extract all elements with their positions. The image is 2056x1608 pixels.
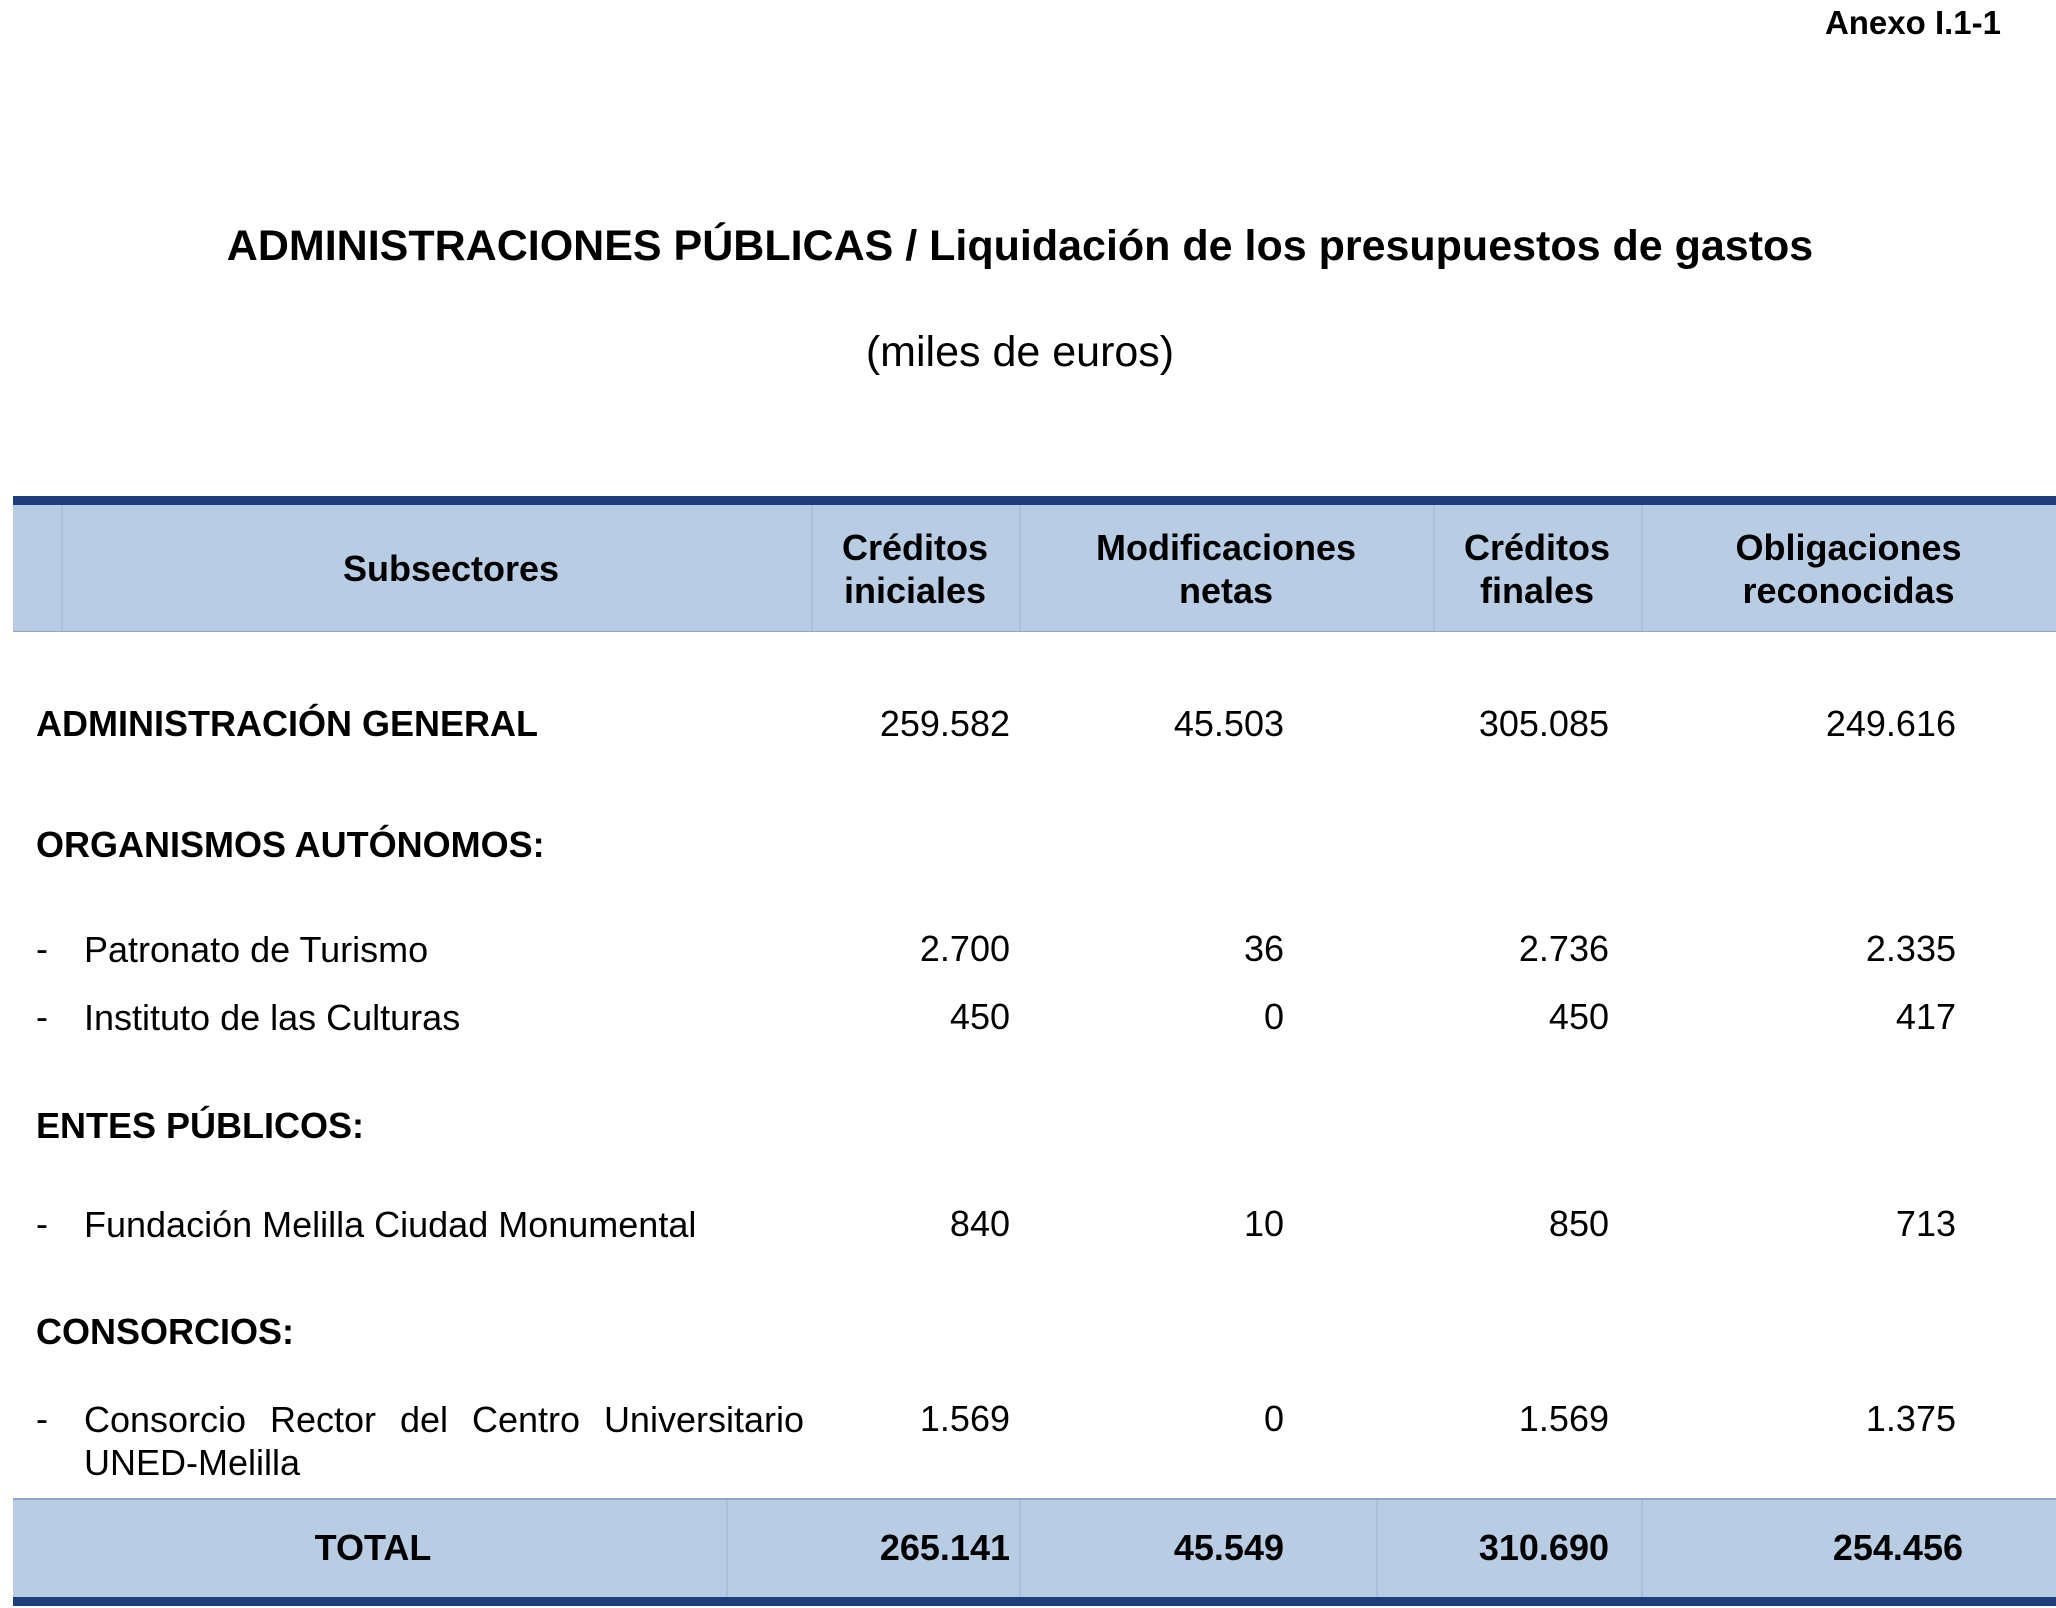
creditos-finales-value: 450 bbox=[1548, 996, 1609, 1037]
modificaciones-netas-value: 36 bbox=[1243, 928, 1284, 969]
header-subsectores: Subsectores bbox=[342, 548, 560, 589]
creditos-finales-value: 2.736 bbox=[1518, 928, 1609, 969]
budget-table bbox=[13, 496, 2056, 1606]
section-label: ORGANISMOS AUTÓNOMOS: bbox=[36, 824, 545, 865]
bullet-dash: - bbox=[36, 1203, 48, 1244]
row-label: ADMINISTRACIÓN GENERAL bbox=[36, 703, 538, 744]
page-subtitle: (miles de euros) bbox=[865, 328, 1175, 376]
total-obligaciones-reconocidas: 254.456 bbox=[1832, 1527, 1963, 1568]
row-label: Instituto de las Culturas bbox=[84, 997, 461, 1038]
table-total-row bbox=[13, 1498, 2056, 1606]
modificaciones-netas-value: 45.503 bbox=[1173, 703, 1284, 744]
creditos-iniciales-value: 2.700 bbox=[919, 928, 1010, 969]
obligaciones-reconocidas-value: 2.335 bbox=[1865, 928, 1956, 969]
obligaciones-reconocidas-value: 249.616 bbox=[1825, 703, 1956, 744]
header-creditos-iniciales: Créditos iniciales bbox=[841, 526, 989, 611]
bullet-dash: - bbox=[36, 1398, 48, 1439]
total-label: TOTAL bbox=[314, 1527, 432, 1568]
page-title: ADMINISTRACIONES PÚBLICAS / Liquidación de los presupuestos de gastos bbox=[226, 222, 1814, 270]
creditos-finales-value: 850 bbox=[1548, 1203, 1609, 1244]
modificaciones-netas-value: 10 bbox=[1243, 1203, 1284, 1244]
row-label: Patronato de Turismo bbox=[84, 929, 429, 970]
row-label: Fundación Melilla Ciudad Monumental bbox=[84, 1204, 697, 1245]
total-modificaciones-netas: 45.549 bbox=[1173, 1527, 1284, 1568]
creditos-finales-value: 305.085 bbox=[1478, 703, 1609, 744]
row-label-line-1: Consorcio Rector del Centro Universitario bbox=[84, 1399, 804, 1440]
modificaciones-netas-value: 0 bbox=[1263, 996, 1284, 1037]
obligaciones-reconocidas-value: 1.375 bbox=[1865, 1398, 1956, 1439]
bullet-dash: - bbox=[36, 996, 48, 1037]
row-label-line-2: UNED-Melilla bbox=[84, 1442, 301, 1483]
row-label bbox=[84, 1398, 804, 1484]
annex-number: Anexo I.1-1 bbox=[1824, 4, 2001, 41]
total-creditos-iniciales: 265.141 bbox=[879, 1527, 1010, 1568]
section-label: ENTES PÚBLICOS: bbox=[36, 1105, 365, 1146]
creditos-iniciales-value: 1.569 bbox=[919, 1398, 1010, 1439]
obligaciones-reconocidas-value: 713 bbox=[1895, 1203, 1956, 1244]
total-creditos-finales: 310.690 bbox=[1478, 1527, 1609, 1568]
creditos-iniciales-value: 259.582 bbox=[879, 703, 1010, 744]
header-creditos-finales: Créditos finales bbox=[1463, 526, 1611, 611]
section-label: CONSORCIOS: bbox=[36, 1311, 295, 1352]
creditos-finales-value: 1.569 bbox=[1518, 1398, 1609, 1439]
bullet-dash: - bbox=[36, 928, 48, 969]
table-header bbox=[13, 496, 2056, 632]
obligaciones-reconocidas-value: 417 bbox=[1895, 996, 1956, 1037]
creditos-iniciales-value: 840 bbox=[949, 1203, 1010, 1244]
header-modificaciones-netas: Modificaciones netas bbox=[1095, 526, 1357, 611]
header-obligaciones-reconocidas: Obligaciones reconocidas bbox=[1735, 526, 1962, 611]
modificaciones-netas-value: 0 bbox=[1263, 1398, 1284, 1439]
creditos-iniciales-value: 450 bbox=[949, 996, 1010, 1037]
